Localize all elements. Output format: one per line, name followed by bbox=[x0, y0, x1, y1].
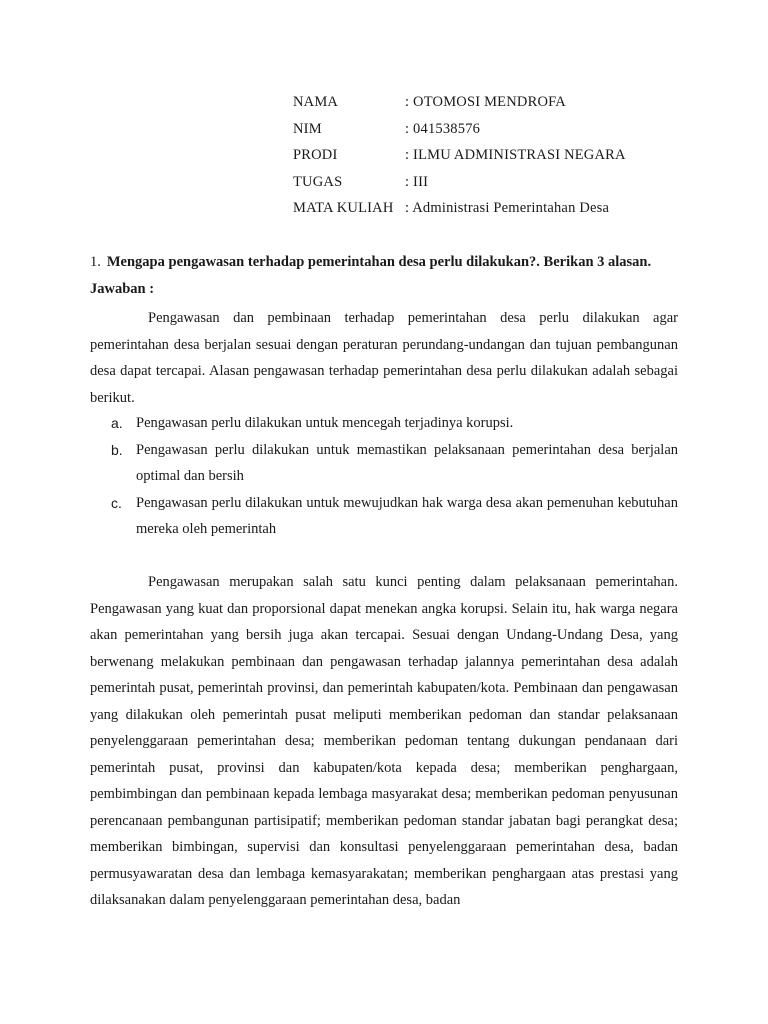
question-number: 1. bbox=[90, 254, 101, 270]
info-value: : III bbox=[405, 173, 429, 190]
list-item bbox=[111, 437, 678, 490]
list-marker: a. bbox=[111, 415, 123, 431]
list-marker: c. bbox=[111, 494, 122, 511]
list-marker: b. bbox=[111, 441, 123, 458]
list-item-text: Pengawasan perlu dilakukan untuk mencegah terjadinya korupsi. bbox=[136, 415, 514, 431]
info-value: : 041538576 bbox=[405, 120, 481, 137]
info-row-prodi bbox=[293, 145, 626, 172]
info-value: : OTOMOSI MENDROFA bbox=[405, 94, 566, 110]
info-key: PRODI bbox=[293, 147, 338, 163]
list-item-text: Pengawasan perlu dilakukan untuk memastikan pelaksanaan pemerintahan desa berjalan optimal dan bersih bbox=[136, 441, 678, 484]
answer-intro-paragraph: Pengawasan dan pembinaan terhadap pemerintahan desa perlu dilakukan agar pemerintahan desa berjalan sesuai dengan peraturan perundang-undangan dan tujuan pembangunan desa dapat tercapai. Alasan pengawasan terhadap pemerintahan desa perlu dilakukan adalah sebagai berikut. bbox=[90, 310, 678, 406]
reasons-list bbox=[111, 410, 678, 543]
question-heading bbox=[90, 254, 651, 271]
list-item bbox=[111, 410, 678, 437]
info-row-tugas bbox=[293, 172, 626, 199]
list-item bbox=[111, 490, 678, 543]
list-item-text: Pengawasan perlu dilakukan untuk mewujudkan hak warga desa akan pemenuhan kebutuhan mereka oleh pemerintah bbox=[136, 494, 678, 537]
info-value: : Administrasi Pemerintahan Desa bbox=[405, 200, 610, 216]
body-paragraph: Pengawasan merupakan salah satu kunci penting dalam pelaksanaan pemerintahan. Pengawasan yang kuat dan proporsional dapat menekan angka korupsi. Selain itu, hak warga negara akan pemerintahan yang bersih juga akan tercapai. Sesuai dengan Undang-Undang Desa, yang berwenang melakukan pembinaan dan pengawasan terhadap jalannya pemerintahan desa adalah pemerintah pusat, pemerintah provinsi, dan pemerintah kabupaten/kota. Pembinaan dan pengawasan yang dilakukan oleh pemerintah pusat meliputi memberikan pedoman dan standar pelaksanaan penyelenggaraan pemerintahan desa; memberikan pedoman tentang dukungan pendanaan dari pemerintah pusat, provinsi dan kabupaten/kota kepada desa; memberikan penghargaan, pembimbingan dan pembinaan kepada lembaga masyarakat desa; memberikan pedoman penyusunan perencanaan pembangunan partisipatif; memberikan pedoman standar jabatan bagi perangkat desa; memberikan bimbingan, supervisi dan konsultasi penyelenggaraan pemerintahan desa, badan permusyawaratan desa dan lembaga kemasyarakatan; memberikan penghargaan atas prestasi yang dilaksanakan dalam penyelenggaraan pemerintahan desa, badan bbox=[90, 574, 678, 908]
info-row-mata-kuliah bbox=[293, 198, 626, 225]
info-value: : ILMU ADMINISTRASI NEGARA bbox=[405, 147, 626, 163]
answer-label: Jawaban : bbox=[90, 281, 155, 297]
question-text: Mengapa pengawasan terhadap pemerintahan desa perlu dilakukan?. Berikan 3 alasan. bbox=[106, 254, 652, 270]
info-key: NAMA bbox=[293, 94, 339, 110]
student-info-block bbox=[293, 92, 626, 225]
info-row-nama bbox=[293, 92, 626, 119]
info-key: NIM bbox=[293, 120, 322, 137]
info-row-nim bbox=[293, 119, 626, 146]
info-key: MATA KULIAH bbox=[293, 200, 394, 216]
info-key: TUGAS bbox=[293, 173, 343, 190]
